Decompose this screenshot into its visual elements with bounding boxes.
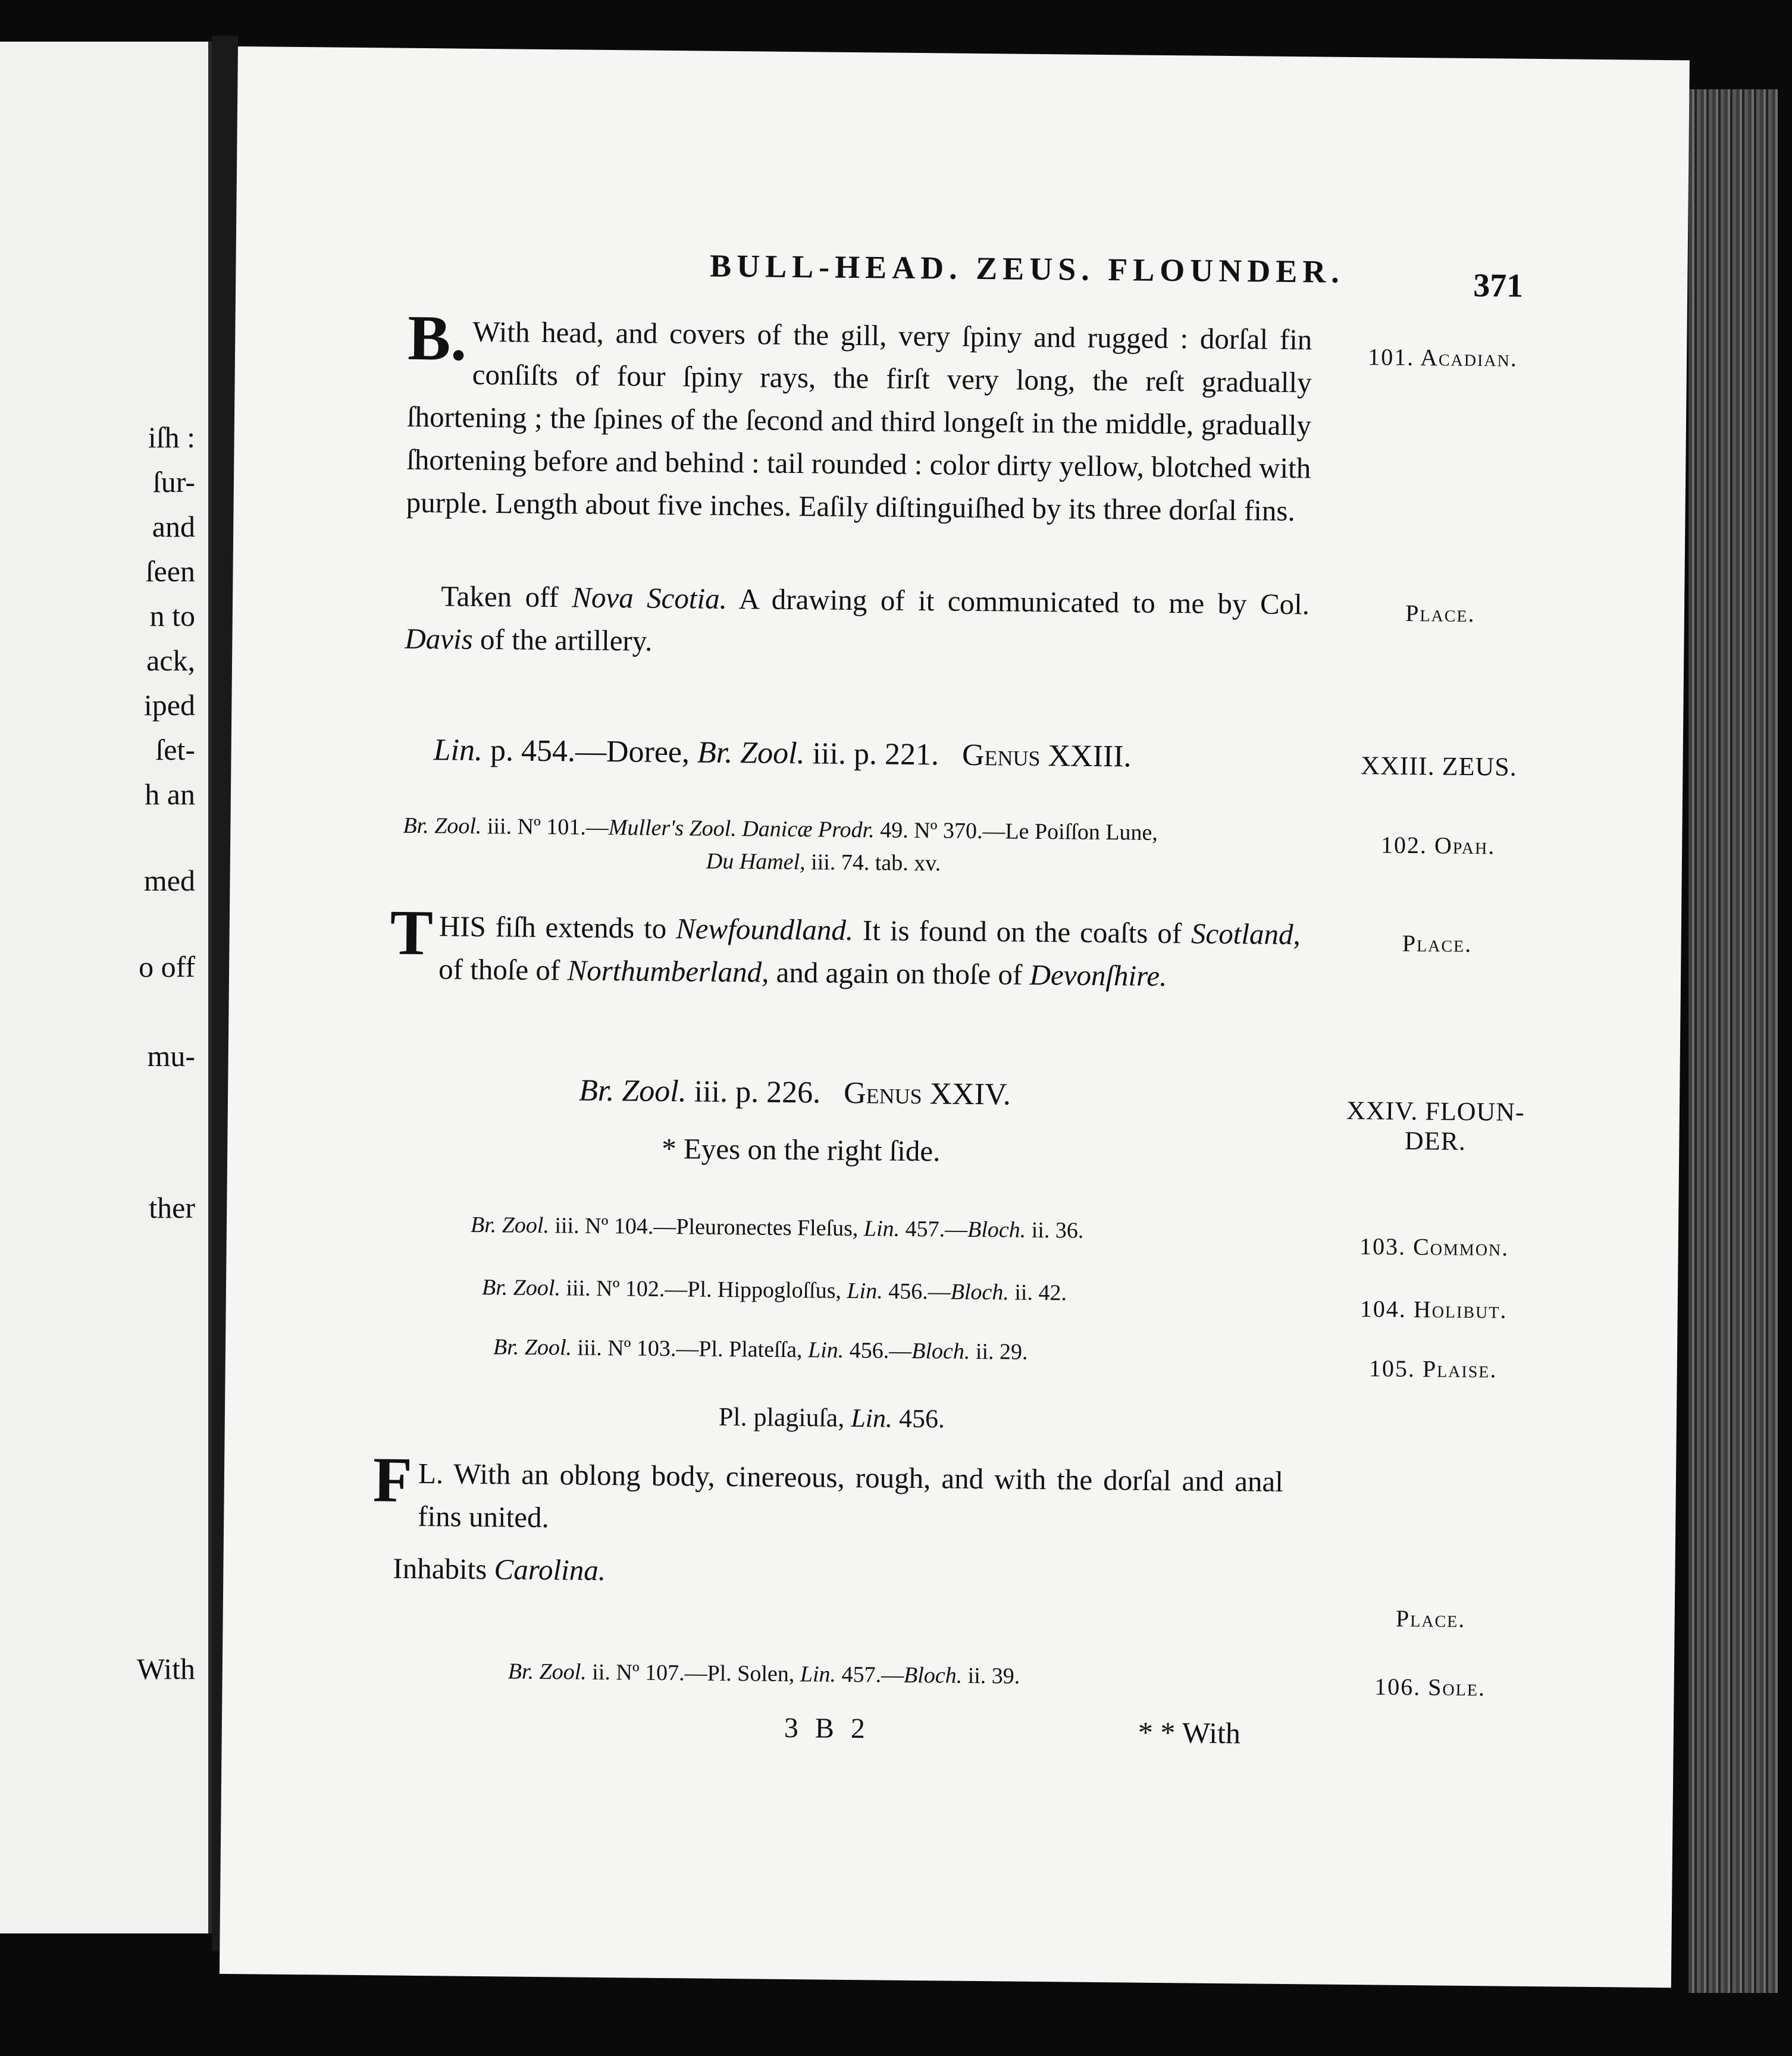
- plagiusa-reference: [719, 1402, 945, 1434]
- ref-text: 456.—: [844, 1337, 912, 1364]
- place-name: Nova Scotia.: [572, 581, 728, 615]
- acadian-place: [405, 575, 1309, 669]
- ref-source: Du Hamel,: [706, 848, 806, 875]
- species-label-acadian: 101. Acadian.: [1368, 343, 1518, 372]
- text: It is found on the coaſts of: [853, 913, 1192, 950]
- genus-label: Genus XXIII.: [961, 738, 1132, 774]
- ref-source: Br. Zool.: [507, 1659, 587, 1685]
- species-reference: [493, 1334, 1028, 1365]
- left-fragment: ſet-: [155, 733, 195, 766]
- book-fore-edge: [1688, 89, 1778, 1993]
- opah-description: [390, 897, 1301, 999]
- main-page: [220, 46, 1690, 1988]
- left-fragment: With: [137, 1652, 195, 1685]
- ref-text: 456.: [892, 1403, 945, 1434]
- opah-reference-line-2: [706, 848, 941, 877]
- ref-text: iii. Nº 103.—Pl. Plateſſa,: [571, 1335, 809, 1363]
- ref-text: iii. 74. tab. xv.: [805, 850, 941, 876]
- sole-reference: [508, 1658, 1020, 1689]
- left-fragment: med: [143, 864, 195, 897]
- species-reference: [471, 1212, 1084, 1244]
- place-name: Northumberland,: [567, 954, 769, 989]
- left-fragment: ack,: [146, 644, 195, 677]
- signature-mark: 3 B 2: [784, 1712, 870, 1745]
- person-name: Davis: [405, 622, 474, 656]
- text: HIS fiſh extends to: [438, 910, 676, 945]
- ref-source: Br. Zool.: [578, 1073, 687, 1109]
- genus-margin-label-1: XXIV. FLOUN-: [1346, 1095, 1525, 1127]
- species-label-sole: 106. Sole.: [1374, 1673, 1486, 1701]
- place-text: Inhabits: [393, 1552, 494, 1586]
- ref-text: iii. Nº 101.—: [481, 813, 609, 841]
- plagiusa-place: [393, 1547, 606, 1592]
- text: of thoſe of: [438, 952, 568, 987]
- subsection-heading: * Eyes on the right ſide.: [661, 1132, 941, 1168]
- left-fragment: iped: [143, 688, 195, 722]
- ref-source: Lin.: [851, 1403, 893, 1433]
- ref-source: Br. Zool.: [697, 735, 805, 771]
- catchword: * * With: [1138, 1715, 1241, 1750]
- genus-margin-label-2: DER.: [1404, 1126, 1467, 1156]
- ref-text: ii. Nº 107.—Pl. Solen,: [586, 1659, 801, 1687]
- place-text: Taken off: [440, 579, 572, 614]
- plagiusa-description: [372, 1444, 1284, 1546]
- species-label-common: 103. Common.: [1359, 1233, 1509, 1261]
- dropcap: F: [372, 1444, 413, 1516]
- opah-reference-line-1: [403, 813, 1158, 846]
- place-label: Place.: [1402, 929, 1473, 957]
- genus-24-heading: [579, 1073, 1011, 1112]
- ref-text: ii. 29.: [970, 1339, 1028, 1365]
- ref-source: Lin.: [433, 733, 483, 767]
- ref-source: Br. Zool.: [481, 1275, 561, 1301]
- place-name: Devonſhire.: [1029, 958, 1167, 993]
- ref-text: p. 454.—Doree,: [482, 734, 698, 770]
- left-fragment: h an: [145, 778, 195, 811]
- genus-label: Genus XXIV.: [843, 1076, 1011, 1112]
- ref-text: iii. p. 221.: [804, 736, 939, 772]
- text: and again on thoſe of: [769, 955, 1030, 991]
- ref-source: Br. Zool.: [493, 1334, 572, 1361]
- ref-text: ii. 42.: [1008, 1280, 1067, 1306]
- place-label: Place.: [1395, 1604, 1466, 1632]
- ref-text: iii. Nº 104.—Pleuronectes Fleſus,: [549, 1213, 864, 1242]
- ref-text: 457.—: [835, 1662, 904, 1688]
- ref-source: Br. Zool.: [403, 813, 482, 839]
- left-fragment: ſeen: [145, 554, 195, 588]
- left-fragment: mu-: [147, 1039, 195, 1073]
- left-fragment: o off: [139, 950, 195, 983]
- place-name: Carolina.: [494, 1553, 606, 1587]
- left-fragment: ſur-: [152, 465, 195, 499]
- ref-text: ii. 36.: [1026, 1217, 1084, 1243]
- left-fragment: and: [152, 510, 195, 543]
- ref-source: Lin.: [807, 1337, 844, 1363]
- ref-text: Pl. plagiuſa,: [718, 1402, 851, 1433]
- ref-text: iii. p. 226.: [686, 1074, 821, 1110]
- place-text: A drawing of it communicated to me by Col.: [726, 582, 1310, 621]
- place-text: of the artillery.: [472, 622, 653, 657]
- place-name: Newfoundland.: [675, 912, 854, 946]
- place-name: Scotland,: [1191, 917, 1301, 951]
- species-reference: [482, 1274, 1067, 1306]
- ref-source: Lin.: [800, 1662, 837, 1687]
- ref-source: Lin.: [863, 1216, 900, 1242]
- ref-source: Lin.: [847, 1278, 883, 1304]
- species-label-plaise: 105. Plaise.: [1368, 1355, 1497, 1383]
- description-text: With head, and covers of the gill, very ſpiny and rugged : dorſal fin conſiſts of four ſpiny rays, the firſt very long, the reſt gradually ſhortening ; the ſpines of the ſecond and third longeſt in the middle, gradually ſhortening before and behind : tail rounded : color dirty yellow, blotched with purple. Length about five inches. Eaſily diſtinguiſhed by its three dorſal fins.: [406, 315, 1312, 528]
- left-facing-page: [0, 42, 212, 1933]
- running-title: BULL-HEAD. ZEUS. FLOUNDER.: [709, 247, 1345, 290]
- dropcap: T: [390, 897, 434, 969]
- ref-source: Bloch.: [911, 1338, 970, 1364]
- ref-text: 456.—: [882, 1278, 951, 1305]
- ref-text: ii. 39.: [961, 1663, 1020, 1689]
- ref-source: Bloch.: [950, 1279, 1010, 1305]
- left-fragment: n to: [149, 599, 195, 632]
- left-fragment: iſh :: [148, 421, 195, 454]
- genus-23-heading: [433, 732, 1131, 774]
- ref-source: Muller's Zool. Danicæ Prodr.: [608, 815, 875, 843]
- ref-text: iii. Nº 102.—Pl. Hippogloſſus,: [560, 1275, 847, 1303]
- ref-source: Bloch.: [967, 1217, 1026, 1243]
- acadian-description: [406, 302, 1312, 533]
- species-label-opah: 102. Opah.: [1380, 831, 1496, 860]
- dropcap: B.: [407, 302, 467, 374]
- place-label: Place.: [1405, 599, 1475, 628]
- ref-source: Bloch.: [903, 1662, 963, 1688]
- genus-margin-label: XXIII. ZEUS.: [1360, 751, 1517, 782]
- left-fragment: ther: [149, 1191, 195, 1224]
- ref-source: Br. Zool.: [470, 1212, 550, 1239]
- page-number: 371: [1473, 267, 1524, 305]
- ref-text: 49. Nº 370.—Le Poiſſon Lune,: [874, 817, 1158, 845]
- species-label-holibut: 104. Holibut.: [1359, 1295, 1508, 1324]
- description-text: L. With an oblong body, cinereous, rough, and with the dorſal and anal fins united.: [418, 1457, 1284, 1534]
- ref-text: 457.—: [899, 1216, 968, 1242]
